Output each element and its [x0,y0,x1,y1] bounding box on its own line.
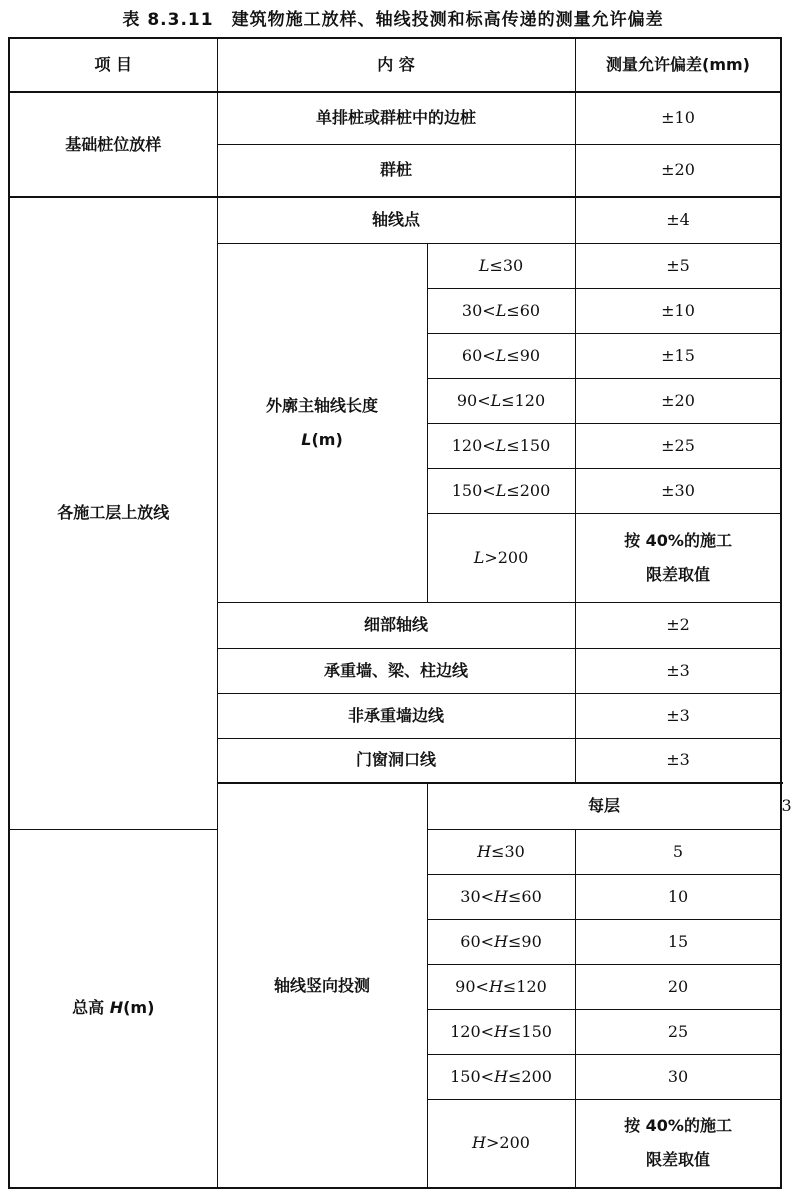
table-title: 建筑物施工放样、轴线投测和标高传递的测量允许偏差 [231,9,664,30]
category-cell: 各施工层上放线 [9,197,217,829]
content-cell: 轴线点 [217,197,575,243]
category-cell: 基础桩位放样 [9,92,217,197]
tolerance-cell: ±10 [575,288,781,333]
tolerance-cell: ±20 [575,378,781,423]
content-cell: 每层 [427,783,781,829]
tolerance-note-line: 限差取值 [646,564,711,584]
tolerance-cell: ±15 [575,333,781,378]
range-cell: 30<L≤60 [427,288,575,333]
tolerance-note-cell [575,1099,781,1188]
content-cell: 承重墙、梁、柱边线 [217,648,575,693]
header-item: 项 目 [9,38,217,92]
table-row: 轴线竖向投测 每层 3 [9,783,781,829]
tolerance-cell: ±2 [575,602,781,648]
tolerance-cell: ±30 [575,468,781,513]
tolerance-note-line: 限差取值 [646,1150,711,1170]
range-cell: 90<H≤120 [427,964,575,1009]
range-cell: 30<H≤60 [427,874,575,919]
group-label-line: 外廓主轴线长度 [265,395,378,415]
table-number: 表 8.3.11 [122,9,214,30]
tolerance-cell: ±10 [575,92,781,144]
range-cell: L>200 [427,513,575,602]
range-cell: 150<L≤200 [427,468,575,513]
header-row [9,38,781,92]
tolerance-cell: ±3 [575,693,781,738]
tolerance-cell: 30 [575,1054,781,1099]
range-cell: 150<H≤200 [427,1054,575,1099]
table-caption [0,0,786,34]
axis-length-label [217,243,427,602]
header-tolerance: 测量允许偏差(mm) [575,38,781,92]
table-row [9,92,781,144]
variable-symbol: L [301,429,312,449]
content-cell: 非承重墙边线 [217,693,575,738]
content-cell: 群桩 [217,144,575,197]
unit-label: (m) [123,998,155,1018]
variable-symbol: H [109,998,124,1018]
range-cell: 90<L≤120 [427,378,575,423]
tolerance-cell: 15 [575,919,781,964]
tolerance-cell: 5 [575,829,781,874]
tolerance-note-line: 按 40%的施工 [624,1116,732,1136]
total-height-label: 总高 H(m) [9,829,217,1188]
tolerance-cell: ±3 [575,648,781,693]
tolerance-cell: ±20 [575,144,781,197]
range-cell: L≤30 [427,243,575,288]
tolerance-cell: ±4 [575,197,781,243]
range-cell: 60<H≤90 [427,919,575,964]
tolerance-cell: 10 [575,874,781,919]
category-cell: 轴线竖向投测 [217,783,427,1188]
range-cell: 120<L≤150 [427,423,575,468]
tolerance-note-cell [575,513,781,602]
range-cell: 120<H≤150 [427,1009,575,1054]
content-cell: 门窗洞口线 [217,738,575,783]
tolerance-cell: ±25 [575,423,781,468]
range-cell: H>200 [427,1099,575,1188]
group-label-variable-line [218,423,427,457]
tolerance-cell: ±3 [575,738,781,783]
content-cell: 单排桩或群桩中的边桩 [217,92,575,144]
tolerance-table [8,37,792,1189]
header-content: 内 容 [217,38,575,92]
range-cell: 60<L≤90 [427,333,575,378]
table-row [9,197,781,243]
tolerance-cell: ±5 [575,243,781,288]
tolerance-cell: 25 [575,1009,781,1054]
tolerance-note-line: 按 40%的施工 [624,530,732,550]
tolerance-cell: 20 [575,964,781,1009]
range-cell: H≤30 [427,829,575,874]
content-cell: 细部轴线 [217,602,575,648]
unit-label: (m) [311,429,343,449]
